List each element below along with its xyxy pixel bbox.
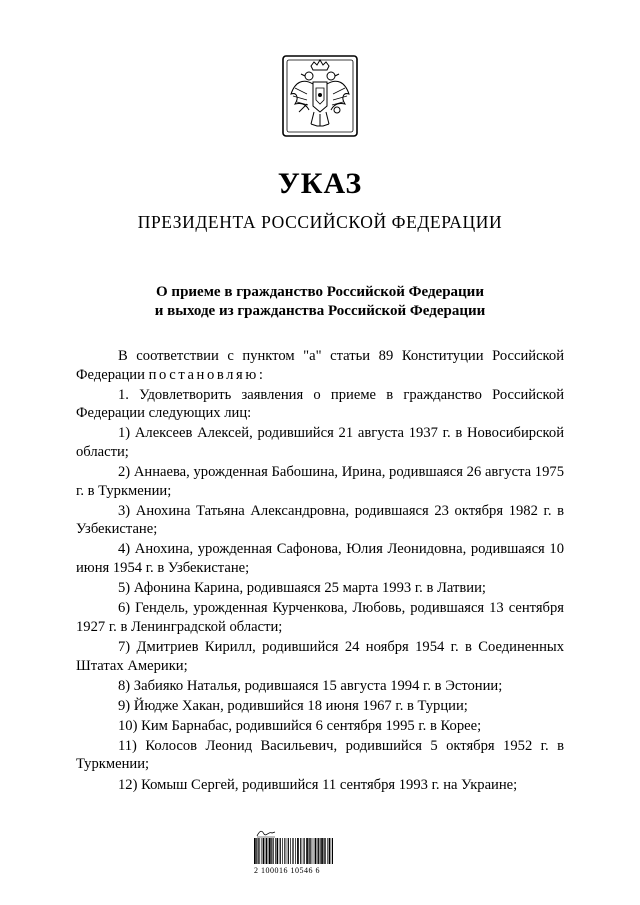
barcode-bar bbox=[256, 838, 257, 864]
list-item: 8) Забияко Наталья, родившаяся 15 августа 1994 г. в Эстонии; bbox=[118, 677, 503, 694]
barcode-bar bbox=[277, 838, 279, 864]
barcode-bar bbox=[280, 838, 281, 864]
list-item: 3) Анохина Татьяна Александровна, родившаяся 23 октября 1982 г. в Узбекистане; bbox=[76, 502, 564, 538]
barcode-icon bbox=[254, 838, 334, 864]
barcode-bar bbox=[258, 838, 259, 864]
list-item: 11) Колосов Леонид Васильевич, родившийся 5 октября 1952 г. в Туркмении; bbox=[76, 737, 564, 773]
barcode-bar bbox=[273, 838, 274, 864]
barcode-bar bbox=[310, 838, 311, 864]
barcode-bar bbox=[297, 838, 299, 864]
signature-mark bbox=[256, 828, 276, 838]
barcode-bar bbox=[263, 838, 264, 864]
barcode-bar bbox=[286, 838, 287, 864]
decree-heading bbox=[0, 283, 640, 321]
list-item: 9) Йюдже Хакан, родившийся 18 июня 1967 г. в Турции; bbox=[118, 697, 468, 714]
barcode-bar bbox=[312, 838, 313, 864]
list-item: 10) Ким Барнабас, родившийся 6 сентября 1995 г. в Корее; bbox=[118, 717, 482, 734]
barcode-bar bbox=[306, 838, 308, 864]
barcode-bar bbox=[321, 838, 323, 864]
barcode-bar bbox=[325, 838, 326, 864]
barcode-bar bbox=[292, 838, 293, 864]
barcode-bar bbox=[265, 838, 266, 864]
intro-text: В соответствии с пунктом "а" статьи 89 Конституции Российской Федерации bbox=[76, 348, 564, 383]
barcode-bar bbox=[269, 838, 271, 864]
barcode-bar bbox=[318, 838, 319, 864]
barcode-bar bbox=[303, 838, 304, 864]
decree-heading-line1: О приеме в гражданство Российской Федерации bbox=[156, 284, 484, 300]
barcode-bar bbox=[290, 838, 291, 864]
barcode-bar bbox=[329, 838, 331, 864]
barcode-bar bbox=[275, 838, 276, 864]
list-item: 2) Аннаева, урожденная Бабошина, Ирина, родившаяся 26 августа 1975 г. в Туркмении; bbox=[76, 464, 564, 499]
barcode-bar bbox=[315, 838, 316, 864]
barcode-bar bbox=[262, 838, 263, 864]
barcode-bar bbox=[314, 838, 315, 864]
barcode-bar bbox=[317, 838, 318, 864]
clause-1: 1. Удовлетворить заявления о приеме в гражданство Российской Федерации следующих лиц: bbox=[76, 386, 564, 422]
list-item: 6) Гендель, урожденная Курченкова, Любовь, родившаяся 13 сентября 1927 г. в Ленинградской области; bbox=[76, 600, 564, 635]
barcode-bar bbox=[259, 838, 260, 864]
barcode-bar bbox=[327, 838, 328, 864]
decree-body bbox=[76, 347, 564, 796]
barcode-bar bbox=[288, 838, 289, 864]
barcode-bar bbox=[332, 838, 333, 864]
list-item: 12) Комыш Сергей, родившийся 11 сентября 1993 г. на Украине; bbox=[118, 776, 518, 793]
barcode-bar bbox=[284, 838, 285, 864]
barcode-bar bbox=[266, 838, 267, 864]
intro-paragraph bbox=[76, 347, 564, 384]
barcode-number: 2 100016 10546 6 bbox=[254, 866, 320, 875]
barcode-bar bbox=[254, 838, 256, 864]
barcode-bar bbox=[324, 838, 325, 864]
list-item: 4) Анохина, урожденная Сафонова, Юлия Леонидовна, родившаяся 10 июня 1954 г. в Узбекистане; bbox=[76, 541, 564, 577]
list-item: 7) Дмитриев Кирилл, родившийся 24 ноября 1954 г. в Соединенных Штатах Америки; bbox=[76, 638, 564, 674]
list-item: 1) Алексеев Алексей, родившийся 21 августа 1937 г. в Новосибирской области; bbox=[76, 425, 564, 460]
barcode-bar bbox=[320, 838, 321, 864]
barcode-bar bbox=[309, 838, 310, 864]
barcode-bar bbox=[295, 838, 296, 864]
document-title: УКАЗ bbox=[277, 167, 363, 200]
document-subtitle: ПРЕЗИДЕНТА РОССИЙСКОЙ ФЕДЕРАЦИИ bbox=[137, 212, 503, 232]
coat-of-arms-emblem bbox=[281, 54, 359, 138]
list-item: 5) Афонина Карина, родившаяся 25 марта 1993 г. в Латвии; bbox=[118, 580, 486, 597]
barcode-bar bbox=[304, 838, 305, 864]
decree-word: постановляю: bbox=[148, 366, 266, 383]
barcode-bar bbox=[282, 838, 283, 864]
decree-heading-line2: и выходе из гражданства Российской Федерации bbox=[154, 303, 486, 319]
barcode-bar bbox=[271, 838, 272, 864]
barcode-bar bbox=[300, 838, 301, 864]
barcode-bar bbox=[268, 838, 269, 864]
